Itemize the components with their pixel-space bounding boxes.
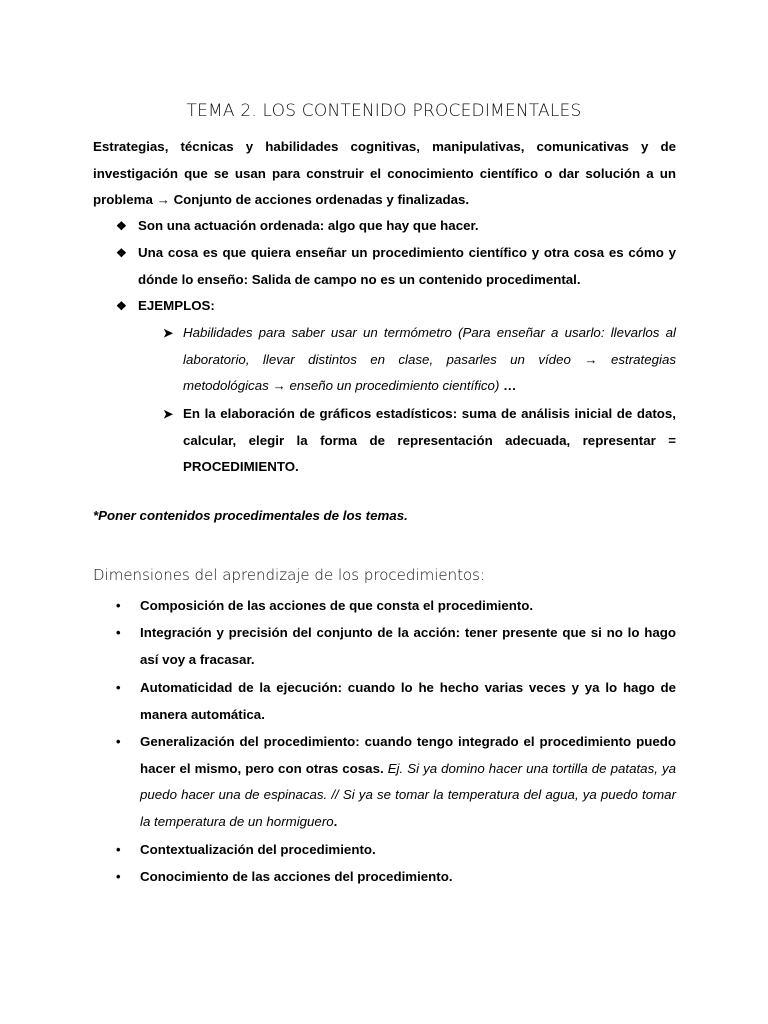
list-item xyxy=(116,293,676,320)
example-text xyxy=(183,320,676,400)
list-item xyxy=(116,240,676,293)
example-text: En la elaboración de gráficos estadísticos: suma de análisis inicial de datos, calcular, elegir la forma de representación adecuada, representar = PROCEDIMIENTO. xyxy=(183,406,676,474)
bullet-icon: • xyxy=(116,598,121,613)
intro-text-2: Conjunto de acciones ordenadas y finalizadas. xyxy=(173,192,470,207)
note-text: *Poner contenidos procedimentales de los temas. xyxy=(93,508,408,523)
arrow-icon: → xyxy=(584,351,598,367)
list-item-text: Una cosa es que quiera enseñar un procedimiento científico y otra cosa es cómo y dónde lo enseño: Salida de campo no es un contenido procedimental. xyxy=(138,245,676,287)
list-item-text-main: Generalización del procedimiento: cuando tengo integrado el procedimiento puedo hacer el mismo, pero con otras cosas. xyxy=(140,734,676,776)
list-item xyxy=(116,213,676,240)
arrow-icon: → xyxy=(272,378,286,393)
list-item-text: Automaticidad de la ejecución: cuando lo he hecho varias veces y ya lo hago de manera automática. xyxy=(140,680,676,722)
list-item-text: Integración y precisión del conjunto de la acción: tener presente que si no lo hago así voy a fracasar. xyxy=(140,625,676,667)
arrow-bullet-icon: ➤ xyxy=(163,326,174,340)
list-item-example: Ej. Si ya domino hacer una tortilla de patatas, ya puedo hacer una de espinacas. // Si ya se tomar la temperatura del agua, ya puedo tomar la temperatura de un hormiguero xyxy=(140,760,676,829)
bullet-icon: • xyxy=(116,625,121,640)
list-item-tail: . xyxy=(333,813,338,829)
list-item-text: Contextualización del procedimiento. xyxy=(140,842,376,857)
example-text-a: Habilidades para saber usar un termómetro (Para enseñar a usarlo xyxy=(183,325,601,340)
arrow-bullet-icon: ➤ xyxy=(163,407,174,421)
bullet-icon: • xyxy=(116,869,121,884)
example-text-d: enseño un procedimiento científico) xyxy=(289,378,500,393)
list-item xyxy=(116,620,676,673)
page-title: TEMA 2. LOS CONTENIDO PROCEDIMENTALES xyxy=(186,101,582,121)
arrow-icon: → xyxy=(156,192,170,207)
list-item-text: Composición de las acciones de que consta el procedimiento. xyxy=(140,598,534,613)
intro-paragraph xyxy=(93,134,676,214)
bullet-icon: • xyxy=(116,680,121,695)
diamond-bullet-icon: ❖ xyxy=(116,299,127,313)
list-item-text xyxy=(140,729,676,835)
example-text-e: … xyxy=(499,378,517,393)
diamond-bullet-icon: ❖ xyxy=(116,246,127,260)
list-item xyxy=(116,729,676,835)
list-item-text: EJEMPLOS: xyxy=(138,298,215,313)
example-text-b: : llevarlos al laboratorio, llevar distintos en clase, pasarles un vídeo xyxy=(183,325,676,367)
example-text-c: estrategias metodológicas xyxy=(183,351,676,393)
list-item xyxy=(116,593,676,620)
list-item-text: Son una actuación ordenada: algo que hay que hacer. xyxy=(138,218,479,233)
bullet-icon: • xyxy=(116,842,121,857)
diamond-bullet-icon: ❖ xyxy=(116,219,127,233)
list-item xyxy=(116,675,676,728)
list-item xyxy=(116,864,676,891)
intro-text: Estrategias, técnicas y habilidades cognitivas, manipulativas, comunicativas y de investigación que se usan para construir el conocimiento científico o dar solución a un problema xyxy=(93,139,676,207)
section-heading: Dimensiones del aprendizaje de los procedimientos: xyxy=(93,566,486,584)
bullet-icon: • xyxy=(116,734,121,749)
list-item-text: Conocimiento de las acciones del procedimiento. xyxy=(140,869,453,884)
example-item xyxy=(163,320,676,400)
example-item xyxy=(163,401,676,481)
list-item xyxy=(116,837,676,864)
